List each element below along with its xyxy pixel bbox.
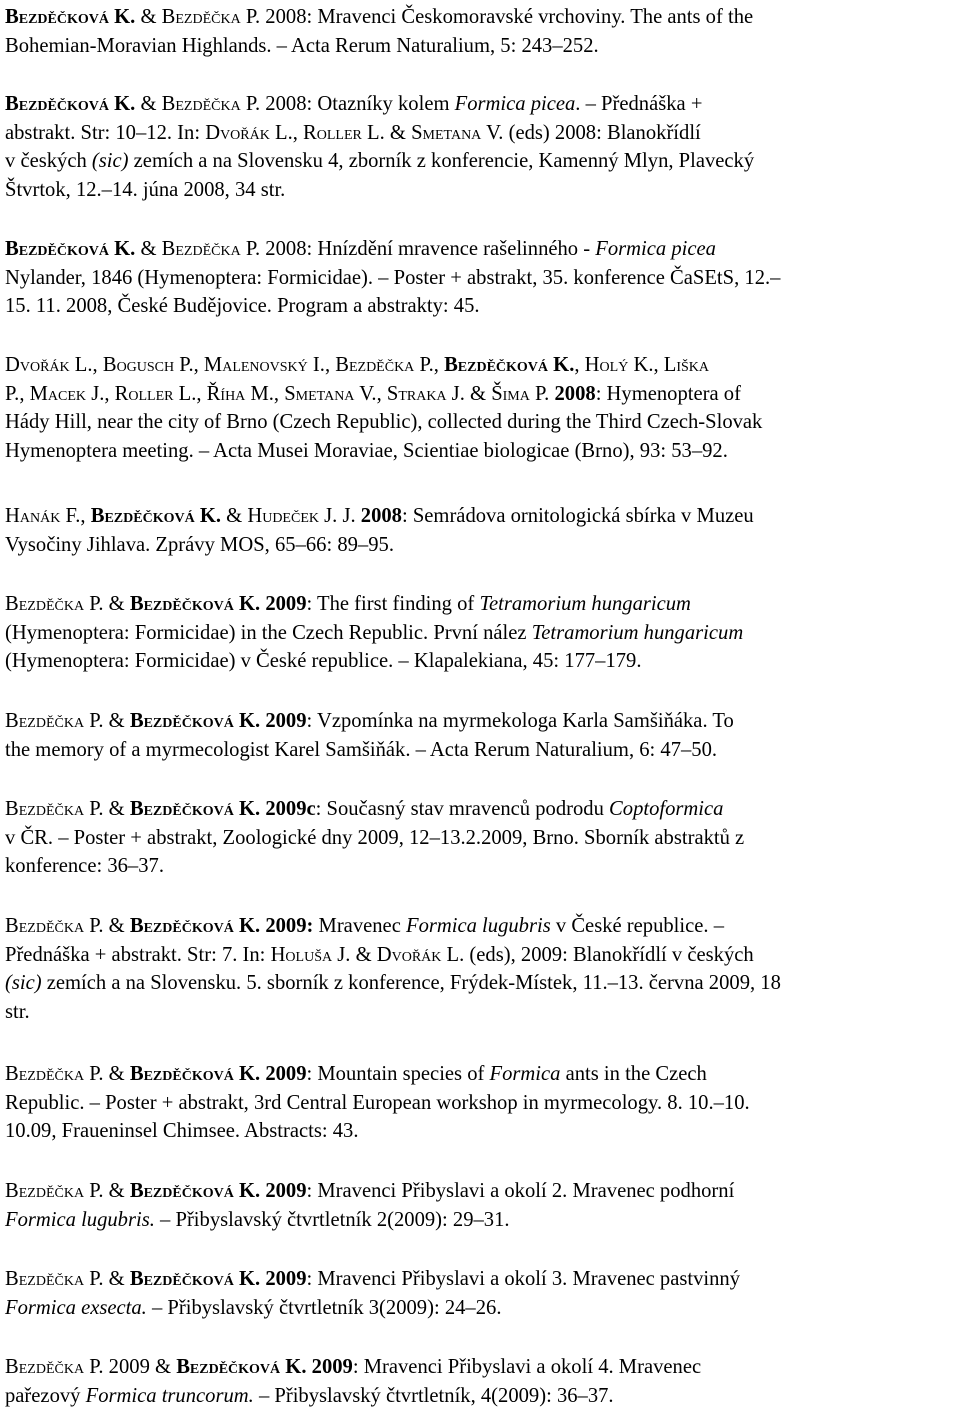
text-run: Bezděčka P. [5, 710, 104, 732]
text-run: Bezděčková K. [129, 1268, 261, 1290]
text-run: . – Přednáška + [575, 93, 703, 115]
text-run: Vysočiny Jihlava. Zprávy MOS, 65–66: 89–95. [5, 533, 394, 556]
text-run: Smetana V. [284, 382, 377, 405]
reference-line [5, 437, 955, 466]
text-run: Bezděčka P. [5, 798, 104, 820]
text-run: Bezděčka P. [161, 238, 261, 260]
text-run: P. [5, 382, 20, 405]
text-run: Bezděčková K. [129, 710, 261, 732]
text-run: 2008: Otazníky kolem [260, 93, 455, 115]
text-run: , [104, 382, 115, 405]
text-run: Bezděčková K. [5, 93, 136, 115]
text-run: : Současný stav mravenců podrodu [315, 798, 610, 820]
reference-line [5, 1265, 955, 1294]
reference-line [5, 531, 955, 560]
text-run: v České republice. – [550, 915, 724, 937]
text-run: Smetana V. [411, 121, 504, 144]
text-run: 2008 [554, 382, 596, 405]
text-run: , [193, 354, 204, 376]
text-run: Hudeček J. [247, 505, 338, 527]
text-run: 2009 [265, 1180, 307, 1202]
text-run: Bezděčková K. [129, 1063, 261, 1085]
text-run: (eds), 2009: Blanokřídlí v českých [464, 943, 754, 966]
text-run: Roller L. [114, 382, 197, 405]
text-run: 2009 [265, 593, 307, 615]
text-run: Hády Hill, near the city of Brno (Czech Republic), collected during the Third Czech-Slovak [5, 411, 763, 433]
text-run: Malenovský I. [203, 354, 325, 376]
text-run: , [653, 354, 664, 376]
reference-line [5, 351, 955, 380]
text-run: : The first finding of [306, 593, 480, 615]
reference-line [5, 1060, 955, 1089]
text-run: Formica lugubris [405, 915, 551, 937]
reference-entry [5, 3, 955, 60]
text-run: & [350, 943, 377, 966]
text-run: , [196, 382, 207, 405]
text-run: 2009 [265, 1268, 307, 1290]
text-run: Bezděčková K. [129, 915, 261, 937]
reference-line [5, 32, 955, 61]
text-run: : Mravenci Přibyslavi a okolí 4. Mravenec [352, 1356, 702, 1378]
text-run: 2008 [360, 505, 402, 527]
text-run: , [273, 382, 285, 405]
text-run: Bohemian-Moravian Highlands. – Acta Rerum Naturalium, 5: 243–252. [5, 34, 599, 57]
reference-entry [5, 1060, 955, 1146]
reference-line [5, 998, 955, 1027]
reference-line [5, 1294, 955, 1323]
text-run: Formica [489, 1063, 561, 1085]
text-run: Bezděčková K. [176, 1356, 307, 1378]
reference-line [5, 235, 955, 264]
text-run: 2009 & [103, 1356, 177, 1378]
text-run: v ČR. – Poster + abstrakt, Zoologické dny 2009, 12–13.2.2009, Brno. Sborník abstraktů z [5, 826, 745, 849]
text-run: Bezděčková K. [129, 1180, 261, 1202]
text-run: & [103, 593, 130, 615]
text-run: 2009 [265, 710, 307, 732]
reference-line [5, 852, 955, 881]
text-run: Tetramorium hungaricum [531, 621, 744, 644]
text-run: Straka J. [386, 382, 465, 405]
text-run: 2009 [265, 1063, 307, 1085]
text-run: Bezděčka P. [5, 1180, 104, 1202]
text-run: Tetramorium hungaricum [479, 593, 691, 615]
text-run: Bezděčková K. [129, 593, 261, 615]
text-run: Bezděčka P. [5, 1063, 104, 1085]
reference-line [5, 912, 955, 941]
reference-entry [5, 912, 955, 1026]
reference-line [5, 380, 955, 409]
text-run: Přednáška + abstrakt. Str: 7. In: [5, 943, 271, 966]
text-run: 15. 11. 2008, České Budějovice. Program a abstrakty: 45. [5, 295, 480, 317]
text-run: Macek J. [29, 382, 105, 405]
text-run: & [103, 710, 130, 732]
reference-line [5, 824, 955, 853]
text-run: Mravenec [313, 915, 406, 937]
reference-line [5, 590, 955, 619]
text-run: Bezděčková K. [444, 354, 575, 376]
text-run: Formica picea [454, 93, 576, 115]
reference-entry [5, 351, 955, 465]
text-run: , [376, 382, 387, 405]
text-run: (eds) 2008: Blanokřídlí [503, 121, 701, 144]
text-run: 2008: Mravenci Českomoravské vrchoviny. The ants of the [260, 6, 754, 28]
text-run: & [384, 121, 412, 144]
reference-entry [5, 1353, 955, 1410]
text-run: , [574, 354, 585, 376]
text-run: Bezděčka P. [161, 93, 261, 115]
text-run: J. [337, 505, 361, 527]
text-run: , [80, 505, 91, 527]
text-run: Štvrtok, 12.–14. júna 2008, 34 str. [5, 178, 286, 201]
text-run: pařezový [5, 1384, 86, 1407]
reference-line [5, 1382, 955, 1410]
text-run: Dvořák L. [376, 943, 465, 966]
text-run: & [103, 1063, 130, 1085]
reference-entry [5, 590, 955, 676]
reference-line [5, 1089, 955, 1118]
reference-line [5, 264, 955, 293]
reference-line [5, 736, 955, 765]
text-run: Nylander, 1846 (Hymenoptera: Formicidae). – Poster + abstrakt, 35. konference ČaSEtS, 12.– [5, 266, 781, 289]
text-run: & [464, 382, 492, 405]
text-run: str. [5, 1000, 30, 1023]
reference-line [5, 795, 955, 824]
reference-line [5, 3, 955, 32]
text-run: , [324, 354, 336, 376]
text-run: : Semrádova ornitologická sbírka v Muzeu [401, 505, 754, 527]
text-run: abstrakt. Str: 10–12. In: [5, 121, 206, 144]
text-run: , [292, 121, 304, 144]
text-run: Hymenoptera meeting. – Acta Musei Moraviae, Scientiae biologicae (Brno), 93: 53–92. [5, 439, 728, 462]
text-run: , [92, 354, 103, 376]
text-run: Roller L. [303, 121, 385, 144]
text-run: & [221, 505, 248, 527]
reference-entry [5, 235, 955, 321]
text-run: Liška [663, 354, 710, 376]
text-run: (sic) [5, 972, 42, 994]
text-run: the memory of a myrmecologist Karel Samšiňák. – Acta Rerum Naturalium, 6: 47–50. [5, 738, 718, 761]
text-run: ants in the Czech [560, 1063, 707, 1085]
text-run: – Přibyslavský čtvrtletník, 4(2009): 36–37. [253, 1384, 614, 1407]
reference-line [5, 119, 955, 148]
text-run: Říha M. [206, 382, 274, 405]
text-run: & [135, 238, 162, 260]
text-run: , [433, 354, 445, 376]
text-run: konference: 36–37. [5, 855, 164, 877]
text-run: , [19, 382, 30, 405]
text-run: : Hymenoptera of [595, 382, 741, 405]
text-run: & [103, 798, 130, 820]
text-run: (sic) [91, 150, 129, 172]
reference-line [5, 1177, 955, 1206]
reference-line [5, 707, 955, 736]
text-run: Coptoformica [609, 798, 724, 820]
reference-line [5, 941, 955, 970]
text-run: v českých [5, 150, 92, 172]
text-run: 2009: [265, 915, 314, 937]
text-run: Bezděčka P. [5, 1268, 104, 1290]
text-run: & [135, 6, 162, 28]
reference-line [5, 1206, 955, 1235]
reference-entry [5, 707, 955, 764]
text-run: 2009 [311, 1356, 353, 1378]
text-run: 2008: Hnízdění mravence rašelinného - [260, 238, 596, 260]
text-run: & [103, 1268, 130, 1290]
text-run: Dvořák L. [5, 354, 93, 376]
text-run: : Mravenci Přibyslavi a okolí 2. Mravenec podhorní [306, 1180, 735, 1202]
reference-line [5, 176, 955, 205]
text-run: : Mravenci Přibyslavi a okolí 3. Mravenec pastvinný [306, 1268, 741, 1290]
text-run: Bogusch P. [102, 354, 194, 376]
text-run: Formica picea [595, 238, 716, 260]
text-run: (Hymenoptera: Formicidae) v České republice. – Klapalekiana, 45: 177–179. [5, 650, 642, 672]
reference-entry [5, 1177, 955, 1234]
reference-line [5, 647, 955, 676]
reference-line [5, 147, 955, 176]
text-run: Šima P. [491, 382, 550, 405]
text-run: Bezděčková K. [129, 798, 261, 820]
text-run: Formica lugubris. [5, 1208, 155, 1231]
text-run: 10.09, Fraueninsel Chimsee. Abstracts: 43. [5, 1120, 359, 1142]
text-run: & [135, 93, 162, 115]
text-run: Bezděčka P. [5, 1356, 104, 1378]
text-run: 2009c [265, 798, 316, 820]
text-run: Hanák F. [5, 505, 81, 527]
text-run: & [103, 1180, 130, 1202]
reference-entry [5, 1265, 955, 1322]
text-run: Bezděčka P. [335, 354, 434, 376]
reference-line [5, 1117, 955, 1146]
text-run: Dvořák L. [205, 121, 293, 144]
text-run: zemích a na Slovensku 4, zborník z konferencie, Kamenný Mlyn, Plavecký [128, 150, 755, 172]
text-run: Holý K. [584, 354, 654, 376]
text-run: zemích a na Slovensku. 5. sborník z konference, Frýdek-Místek, 11.–13. června 2009, 18 [41, 972, 781, 994]
text-run: Bezděčková K. [90, 505, 222, 527]
reference-line [5, 1353, 955, 1382]
text-run: Bezděčková K. [5, 6, 136, 28]
reference-line [5, 619, 955, 648]
reference-entry [5, 90, 955, 204]
text-run: Republic. – Poster + abstrakt, 3rd Central European workshop in myrmecology. 8. 10.–10. [5, 1091, 750, 1114]
reference-entry [5, 795, 955, 881]
text-run: – Přibyslavský čtvrtletník 3(2009): 24–26. [146, 1296, 502, 1319]
text-run: – Přibyslavský čtvrtletník 2(2009): 29–31. [154, 1208, 510, 1231]
reference-line [5, 292, 955, 321]
reference-line [5, 90, 955, 119]
text-run: Holuša J. [270, 943, 351, 966]
reference-line [5, 408, 955, 437]
text-run: Formica truncorum. [85, 1384, 254, 1407]
reference-line [5, 502, 955, 531]
text-run: & [103, 915, 130, 937]
reference-line [5, 969, 955, 998]
reference-entry [5, 502, 955, 559]
text-run: Bezděčka P. [161, 6, 261, 28]
text-run: Bezděčková K. [5, 238, 136, 260]
text-run: Formica exsecta. [5, 1296, 147, 1319]
text-run: : Vzpomínka na myrmekologa Karla Samšiňáka. To [306, 710, 734, 732]
text-run: Bezděčka P. [5, 593, 104, 615]
text-run: (Hymenoptera: Formicidae) in the Czech Republic. První nález [5, 621, 532, 644]
text-run: : Mountain species of [306, 1063, 490, 1085]
text-run: Bezděčka P. [5, 915, 104, 937]
